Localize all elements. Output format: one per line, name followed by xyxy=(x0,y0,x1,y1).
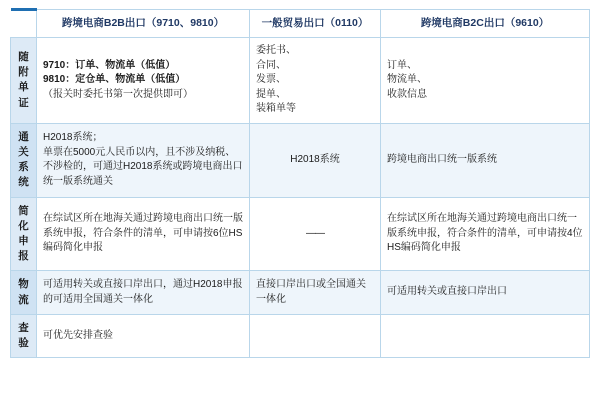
cell-line: 合同、 xyxy=(256,59,286,71)
cell-b2c-inspection xyxy=(381,314,590,357)
table-row xyxy=(11,314,590,357)
cell-b2b-logistics: 可适用转关或直接口岸出口，通过H2018申报的可适用全国通关一体化 xyxy=(37,271,250,314)
cell-line: H2018系统； xyxy=(43,132,103,144)
table-row xyxy=(11,197,590,271)
row-label-customs-system: 通关系统 xyxy=(11,123,37,197)
table-body xyxy=(11,38,590,358)
cell-b2b-customs-system xyxy=(37,123,250,197)
column-header-general-trade: 一般贸易出口（0110） xyxy=(250,10,381,38)
cell-general-simplified-declaration: —— xyxy=(250,197,381,271)
cell-line: 订单、 xyxy=(387,59,417,71)
cell-general-logistics: 直接口岸出口或全国通关一体化 xyxy=(250,271,381,314)
table-row xyxy=(11,123,590,197)
cell-b2b-inspection: 可优先安排查验 xyxy=(37,314,250,357)
table-corner-cell xyxy=(11,10,37,38)
cell-general-customs-system: H2018系统 xyxy=(250,123,381,197)
comparison-table xyxy=(10,8,590,358)
row-label-logistics: 物流 xyxy=(11,271,37,314)
cell-line: 装箱单等 xyxy=(256,103,296,115)
cell-b2b-simplified-declaration: 在综试区所在地海关通过跨境电商出口统一版系统申报，符合条件的清单，可申请按6位HS编码简化申报 xyxy=(37,197,250,271)
cell-line: 收款信息 xyxy=(387,88,427,100)
cell-line: 9710：订单、物流单（低值） xyxy=(43,59,176,71)
column-header-b2b: 跨境电商B2B出口（9710、9810） xyxy=(37,10,250,38)
table-row xyxy=(11,271,590,314)
column-header-b2c: 跨境电商B2C出口（9610） xyxy=(381,10,590,38)
cell-line: 9810：定仓单、物流单（低值） xyxy=(43,74,186,86)
table-header-row xyxy=(11,10,590,38)
cell-line: 发票、 xyxy=(256,74,286,86)
cell-b2b-accompanying-documents xyxy=(37,38,250,124)
cell-general-inspection xyxy=(250,314,381,357)
cell-b2c-logistics: 可适用转关或直接口岸出口 xyxy=(381,271,590,314)
cell-line: 提单、 xyxy=(256,88,286,100)
row-label-simplified-declaration: 简化申报 xyxy=(11,197,37,271)
cell-line: 单票在5000元人民币以内，且不涉及纳税、不涉检的，可通过H2018系统或跨境电商出口统一版系统通关 xyxy=(43,146,243,187)
cell-line: 物流单、 xyxy=(387,74,427,86)
cell-general-accompanying-documents xyxy=(250,38,381,124)
cell-b2c-simplified-declaration: 在综试区所在地海关通过跨境电商出口统一版系统申报，符合条件的清单，可申请按4位HS编码简化申报 xyxy=(381,197,590,271)
cell-line: （报关时委托书第一次提供即可） xyxy=(43,88,193,100)
row-label-inspection: 查验 xyxy=(11,314,37,357)
cell-b2c-customs-system: 跨境电商出口统一版系统 xyxy=(381,123,590,197)
table-header xyxy=(11,10,590,38)
cell-line: 委托书、 xyxy=(256,45,296,57)
row-label-accompanying-documents: 随附单证 xyxy=(11,38,37,124)
table-row xyxy=(11,38,590,124)
cell-b2c-accompanying-documents xyxy=(381,38,590,124)
